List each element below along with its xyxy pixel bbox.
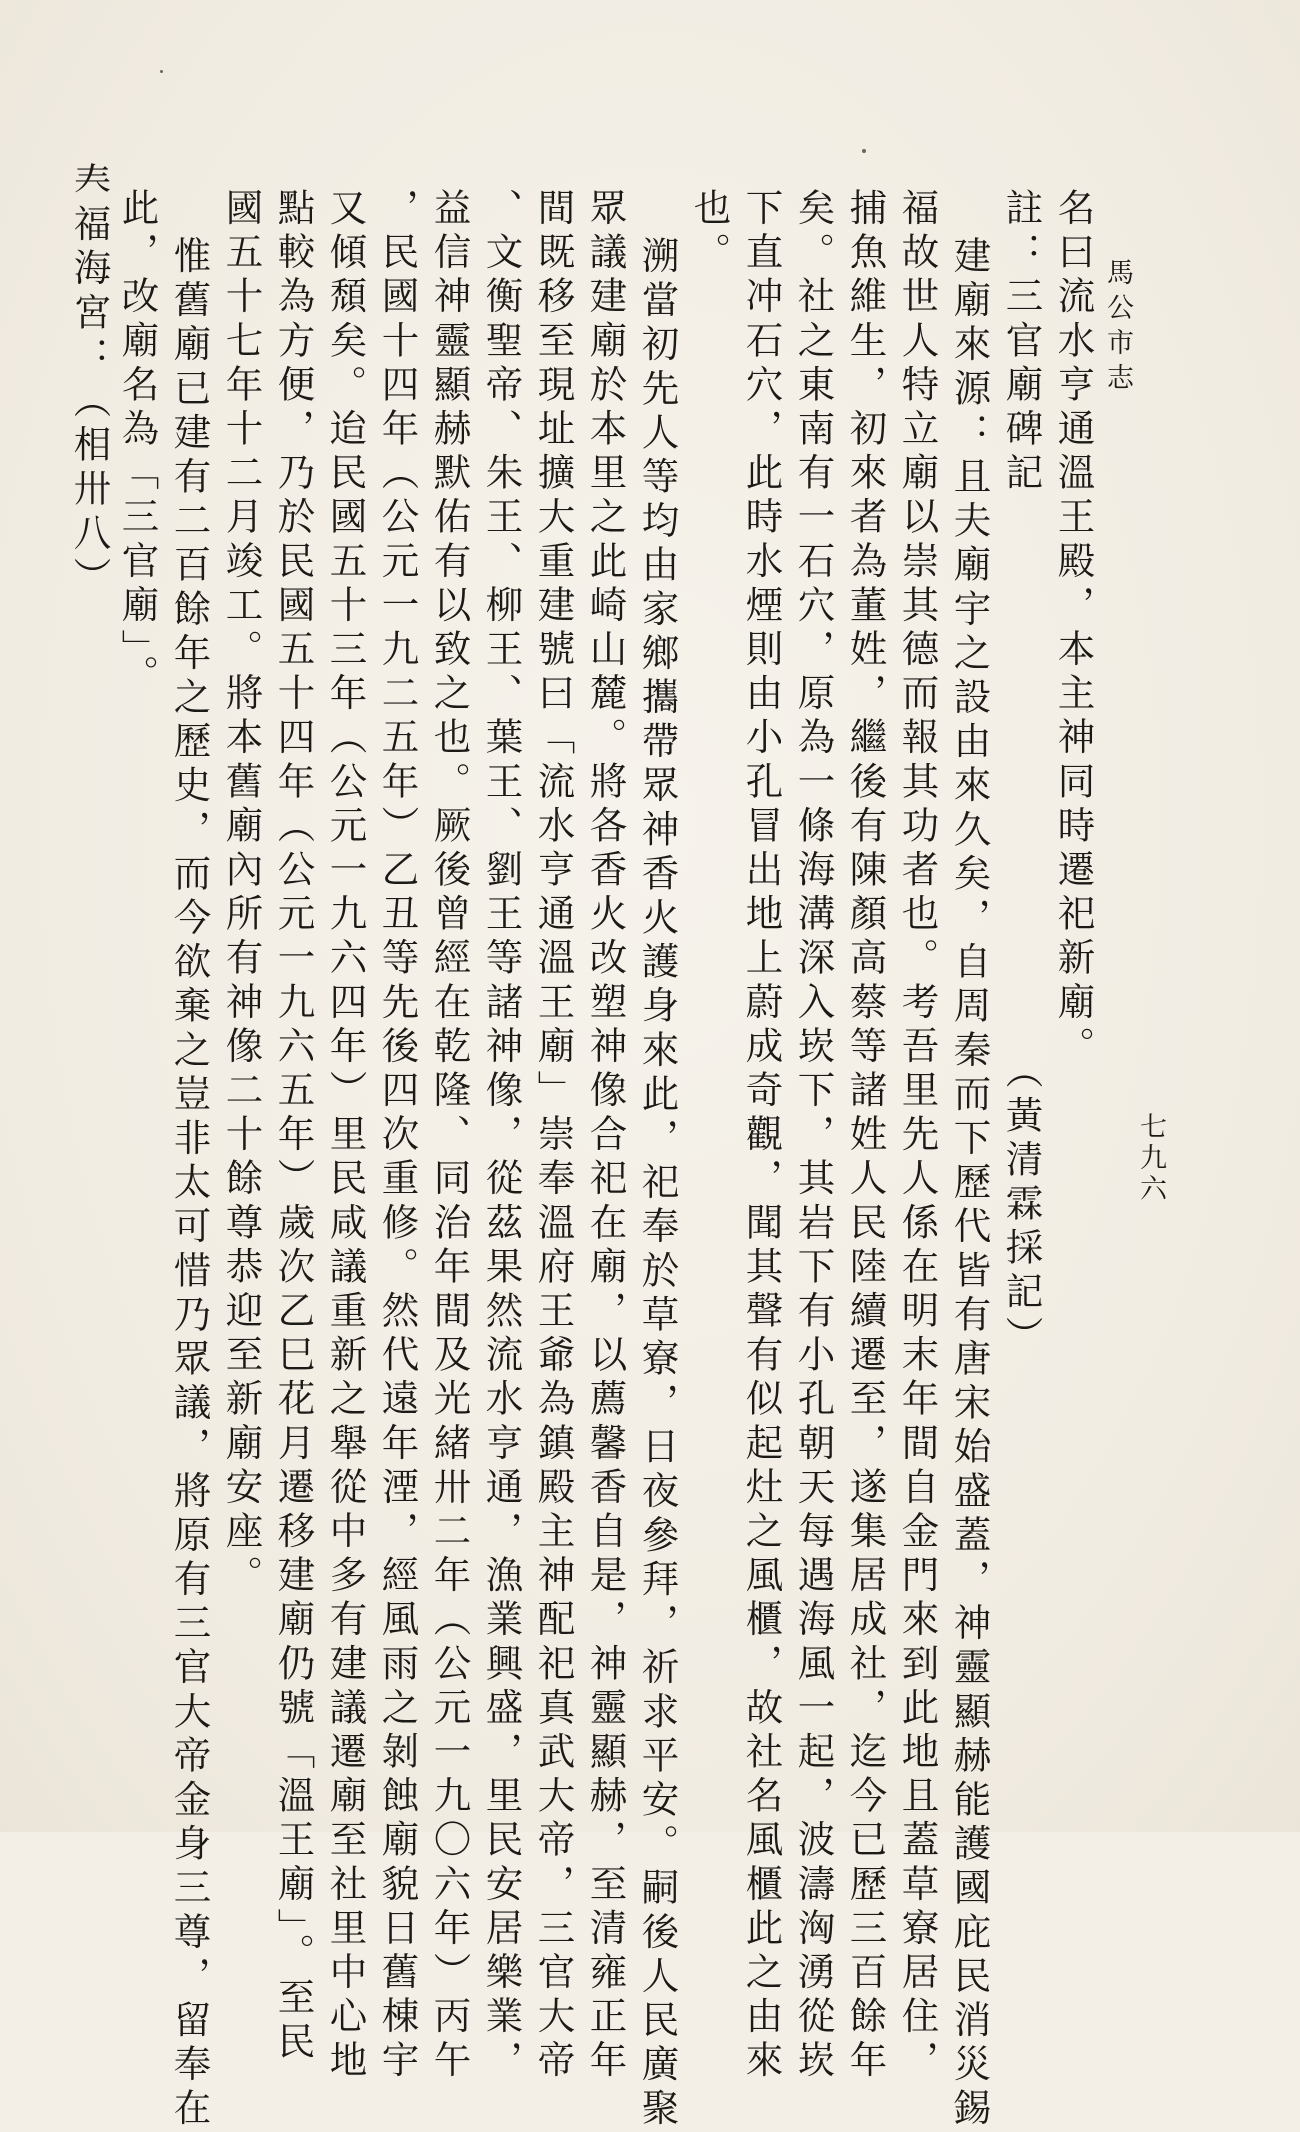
text-line: 眾議建廟於本里之此崎山麓。將各香火改塑神像合祀在廟，以薦馨香自是，神靈顯赫，至清雍正年 [583,188,628,2085]
text-line: 溯當初先人等均由家鄉攜帶眾神香火護身來此，祀奉於草寮，日夜參拜，祈求平安。嗣後人民廣聚 [635,236,680,2132]
text-line: ，民國十四年（公元一九二五年）乙丑等先後四次重修。然代遠年湮，經風雨之剝蝕廟貌日舊棟宇 [375,188,420,2085]
text-line: 捕魚維生，初來者為董姓，繼後有陳顏高蔡等諸姓人民陸續遷至，遂集居成社，迄今已歷三百餘年 [843,188,888,2085]
scan-speck [862,149,866,153]
text-line: 又傾頹矣。迨民國五十三年（公元一九六四年）里民咸議重新之舉從中多有建議遷廟至社里中心地 [323,188,368,2085]
text-line: 惟舊廟已建有二百餘年之歷史，而今欲棄之豈非太可惜乃眾議，將原有三官大帝金身三尊，留奉在 [167,236,212,2132]
text-line: 點較為方便，乃於民國五十四年（公元一九六五年）歲次乙巳花月遷移建廟仍號「溫王廟」。至民 [271,188,316,2066]
text-line: 、文衡聖帝、朱王、柳王、葉王、劉王等諸神像，從茲果然流水亨通，漁業興盛，里民安居樂業， [479,188,524,2085]
scan-speck [160,70,163,73]
text-line: 註：三官廟碑記 （黃清霖採記） [999,188,1044,1360]
text-line: 下直冲石穴，此時水煙則由小孔冒出地上蔚成奇觀，聞其聲有似起灶之風櫃，故社名風櫃此之由來 [739,188,784,2085]
page-number: 七九六 [1135,1112,1166,1205]
header-title: 馬公市志 [1102,258,1133,398]
text-line: 國五十七年十二月竣工。將本舊廟內所有神像二十餘尊恭迎至新廟安座。 [219,188,264,1600]
text-line: 間既移至現址擴大重建號曰「流水亨通溫王廟」崇奉溫府王爺為鎮殿主神配祀真武大帝，三官大帝 [531,188,576,2085]
text-line: 名曰流水亨通溫王殿，本主神同時遷祀新廟。 [1051,188,1096,1070]
text-line: 也。 [687,188,732,277]
text-line: 矣。社之東南有一石穴，原為一條海溝深入崁下，其岩下有小孔朝天每遇海風一起，波濤洶湧從崁 [791,188,836,2085]
text-line: 福故世人特立廟以崇其德而報其功者也。考吾里先人係在明末年間自金門來到此地且蓋草寮居住， [895,188,940,2085]
text-line: 𡗗福海宮：（相卅八） [67,160,112,601]
text-line: 益信神靈顯赫默佑有以致之也。厥後曾經在乾隆、同治年間及光緒卅二年（公元一九〇六年）丙午 [427,188,472,2085]
text-line: 建廟來源：且夫廟宇之設由來久矣，自周秦而下歷代皆有唐宋始盛蓋，神靈顯赫能護國庇民消災錫 [947,236,992,2132]
text-line: 此，改廟名為「三官廟」。 [115,188,160,699]
